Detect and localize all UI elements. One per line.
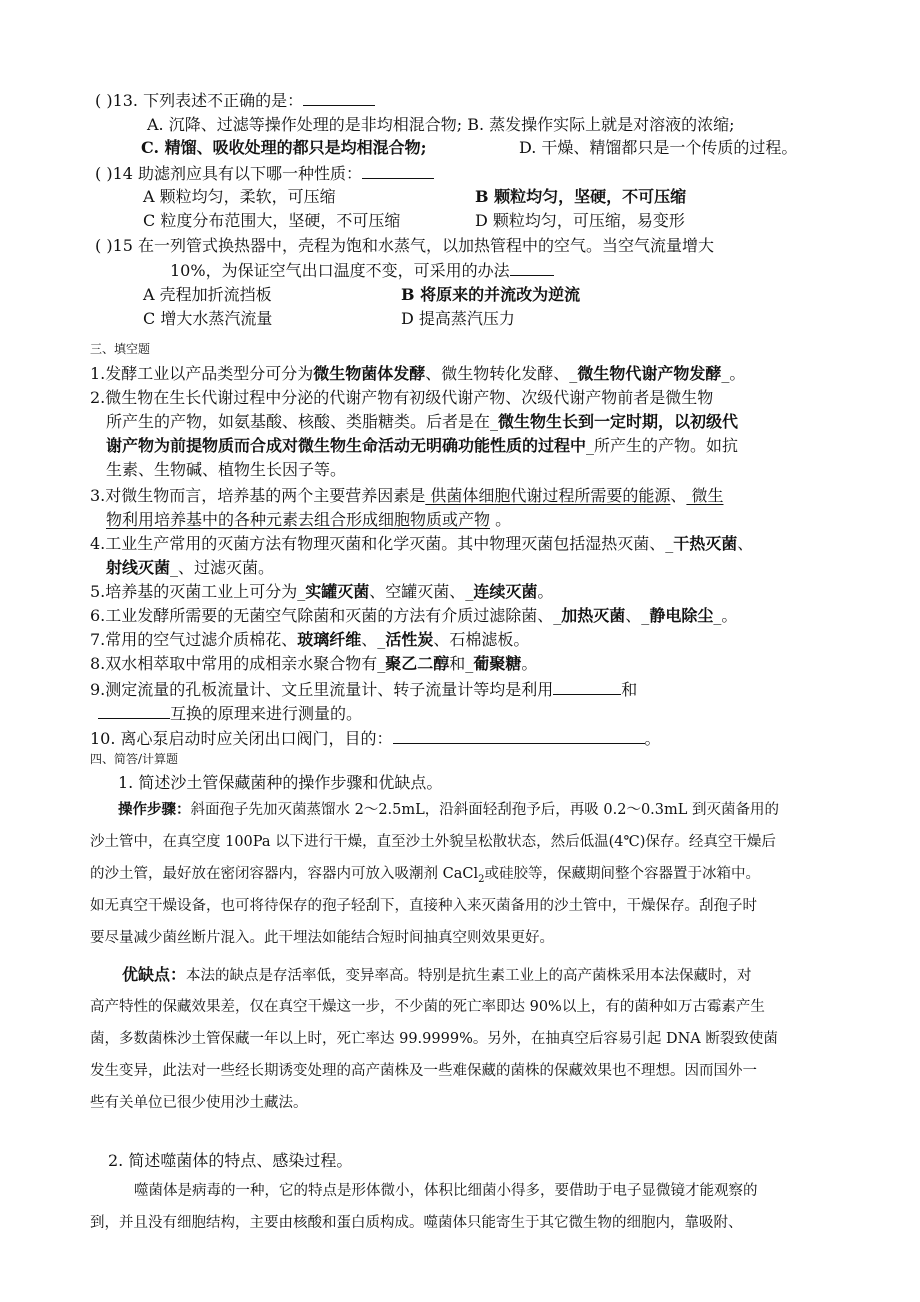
fill-2-line4: 生素、生物碱、植物生长因子等。 [106,460,347,479]
fill-8-answer-1: 聚乙二醇 [385,654,450,673]
answer-1-pros-line4: 发生变异，此法对一些经长期诱变处理的高产菌株及一些难保藏的菌株的保藏效果也不理想。因而国外一 [90,1063,757,1079]
fill-4-answer-2: 射线灭菌 [106,558,171,577]
q15-option-c: C 增大水蒸汽流量 [143,309,273,328]
fill-3-answer-1: 供菌体细胞代谢过程所需要的能源 [425,486,671,505]
fill-7: 7.常用的空气过滤介质棉花、玻璃纤维、_活性炭、石棉滤板。 [90,630,530,649]
fill-3-answer-2a: 微生 [686,486,724,505]
q14-text: ( )14 助滤剂应具有以下哪一种性质： [95,164,363,183]
answer-2-line2: 到，并且没有细胞结构，主要由核酸和蛋白质构成。噬菌体只能寄生于其它微生物的细胞内，靠吸附、 [90,1215,743,1231]
q14-option-c: C 粒度分布范围大，坚硬，不可压缩 [143,211,401,230]
answer-1-pros-line1: 优缺点：本法的缺点是存活率低，变异率高。特别是抗生素工业上的高产菌株采用本法保藏时，对 [122,965,752,984]
fill-9-blank-2 [98,702,170,719]
answer-2-line1: 噬菌体是病毒的一种，它的特点是形体微小，体积比细菌小得多，要借助于电子显微镜才能观察的 [134,1183,758,1199]
q13-blank [303,89,375,106]
q14-blank [362,162,434,179]
fill-3-line2: 物利用培养基中的各种元素去组合形成细胞物质或产物 。 [106,510,512,529]
fill-1-answer-2: 微生物代谢产物发酵 [577,364,722,383]
fill-7-answer-1: 玻璃纤维 [297,630,362,649]
fill-6: 6.工业发酵所需要的无菌空气除菌和灭菌的方法有介质过滤除菌、_加热灭菌、_静电除尘_。 [90,606,738,625]
q15-stem-line2 [170,259,554,282]
fill-1-answer-1: 微生物菌体发酵 [313,364,426,383]
fill-5-answer-2: 连续灭菌 [473,582,538,601]
fill-4-answer-1: 干热灭菌 [673,534,738,553]
section-heading-answer: 四、简答/计算题 [90,752,179,766]
fill-3-answer-2b: 物利用培养基中的各种元素去组合形成细胞物质或产物 [106,510,491,529]
fill-4-line2: 射线灭菌_、过滤灭菌。 [106,558,275,577]
fill-10: 10. 离心泵启动时应关闭出口阀门，目的： 。 [90,729,661,748]
q15-stem-line1: ( )15 在一列管式换热器中，壳程为饱和水蒸气，以加热管程中的空气。当空气流量增大 [95,236,715,255]
answer-1-steps-line3: 的沙土管，最好放在密闭容器内，容器内可放入吸潮剂 CaCl$_2$或硅胶等，保藏期间整个容器置于冰箱中。 [90,866,760,885]
q13-option-c: C. 精馏、吸收处理的都只是均相混合物; [141,138,427,157]
fill-1: 1.发酵工业以产品类型分可分为微生物菌体发酵、微生物转化发酵、_微生物代谢产物发酵_。 [90,364,746,383]
fill-2-line3: 谢产物为前提物质而合成对微生物生命活动无明确功能性质的过程中_所产生的产物。如抗 [106,436,739,455]
section-heading-fill: 三、填空题 [90,342,151,356]
answer-1-pros-line3: 菌，多数菌株沙土管保藏一年以上时，死亡率达 99.9999%。另外，在抽真空后容易引起 DNA 断裂致使菌 [90,1031,778,1047]
fill-7-answer-2: 活性炭 [385,630,434,649]
q14-option-b: B 颗粒均匀，坚硬，不可压缩 [475,187,687,206]
q14-option-a: A 颗粒均匀，柔软，可压缩 [143,187,336,206]
answer-2-title: 2. 简述噬菌体的特点、感染过程。 [108,1151,353,1170]
q13-stem [95,89,375,112]
fill-6-answer-2: 静电除尘 [649,606,714,625]
answer-1-steps-line5: 要尽量减少菌丝断片混入。此干埋法如能结合短时间抽真空则效果更好。 [90,930,554,946]
fill-10-blank [393,727,645,744]
q15-text: 10%，为保证空气出口温度不变，可采用的办法 [170,261,510,280]
answer-1-steps-line2: 沙土管中，在真空度 100Pa 以下进行干燥，直至沙土外貌呈松散状态，然后低温(4℃)保存。经真空干燥后 [90,834,776,850]
fill-5-answer-1: 实罐灭菌 [305,582,370,601]
fill-3-line1: 3.对微生物而言，培养基的两个主要营养因素是 供菌体细胞代谢过程所需要的能源、 微生 [90,486,724,505]
fill-2-line1: 2.微生物在生长代谢过程中分泌的代谢产物有初级代谢产物、次级代谢产物前者是微生物 [90,388,714,407]
q15-option-d: D 提高蒸汽压力 [401,309,515,328]
answer-1-pros-line5: 些有关单位已很少使用沙土藏法。 [90,1095,308,1111]
fill-4-line1: 4.工业生产常用的灭菌方法有物理灭菌和化学灭菌。其中物理灭菌包括湿热灭菌、_干热灭菌、 [90,534,754,553]
fill-8-answer-2: 葡聚糖 [473,654,522,673]
fill-8: 8.双水相萃取中常用的成相亲水聚合物有_聚乙二醇和_葡聚糖。 [90,654,538,673]
fill-9-blank-1 [553,678,621,695]
q13-text: ( )13. 下列表述不正确的是： [95,91,304,110]
q15-option-a: A 壳程加折流挡板 [143,285,272,304]
fill-2-answer-part1: 微生物生长到一定时期，以初级代 [498,412,739,431]
fill-9-line2: 互换的原理来进行测量的。 [98,702,362,725]
q15-option-b: B 将原来的并流改为逆流 [401,285,581,304]
q13-option-d: D. 干燥、精馏都只是一个传质的过程。 [519,138,798,157]
q15-blank [510,259,554,276]
answer-1-pros-line2: 高产特性的保藏效果差，仅在真空干燥这一步，不少菌的死亡率即达 90%以上，有的菌种如万古霉素产生 [90,999,765,1015]
answer-1-steps-line1: 操作步骤：斜面孢子先加灭菌蒸馏水 2～2.5mL，沿斜面轻刮孢予后，再吸 0.2～0.3mL 到灭菌备用的 [118,801,779,818]
q13-option-ab: A. 沉降、过滤等操作处理的是非均相混合物; B. 蒸发操作实际上就是对溶液的浓缩; [147,115,735,134]
fill-9-line1: 9.测定流量的孔板流量计、文丘里流量计、转子流量计等均是利用 和 [90,680,638,699]
steps-label: 操作步骤： [118,801,191,818]
q14-stem [95,162,434,185]
fill-2-line2: 所产生的产物，如氨基酸、核酸、类脂糖类。后者是在_微生物生长到一定时期，以初级代 [106,412,739,431]
fill-2-answer-part2: 谢产物为前提物质而合成对微生物生命活动无明确功能性质的过程中 [106,436,587,455]
fill-5: 5.培养基的灭菌工业上可分为_实罐灭菌、空罐灭菌、_连续灭菌。 [90,582,554,601]
pros-label: 优缺点： [122,965,187,984]
q14-option-d: D 颗粒均匀，可压缩，易变形 [475,211,685,230]
fill-6-answer-1: 加热灭菌 [561,606,626,625]
answer-1-title: 1. 简述沙土管保藏菌种的操作步骤和优缺点。 [118,773,443,792]
answer-1-steps-line4: 如无真空干燥设备，也可将待保存的孢子轻刮下，直接种入来灭菌备用的沙土管中，干燥保存。刮孢子时 [90,898,757,914]
